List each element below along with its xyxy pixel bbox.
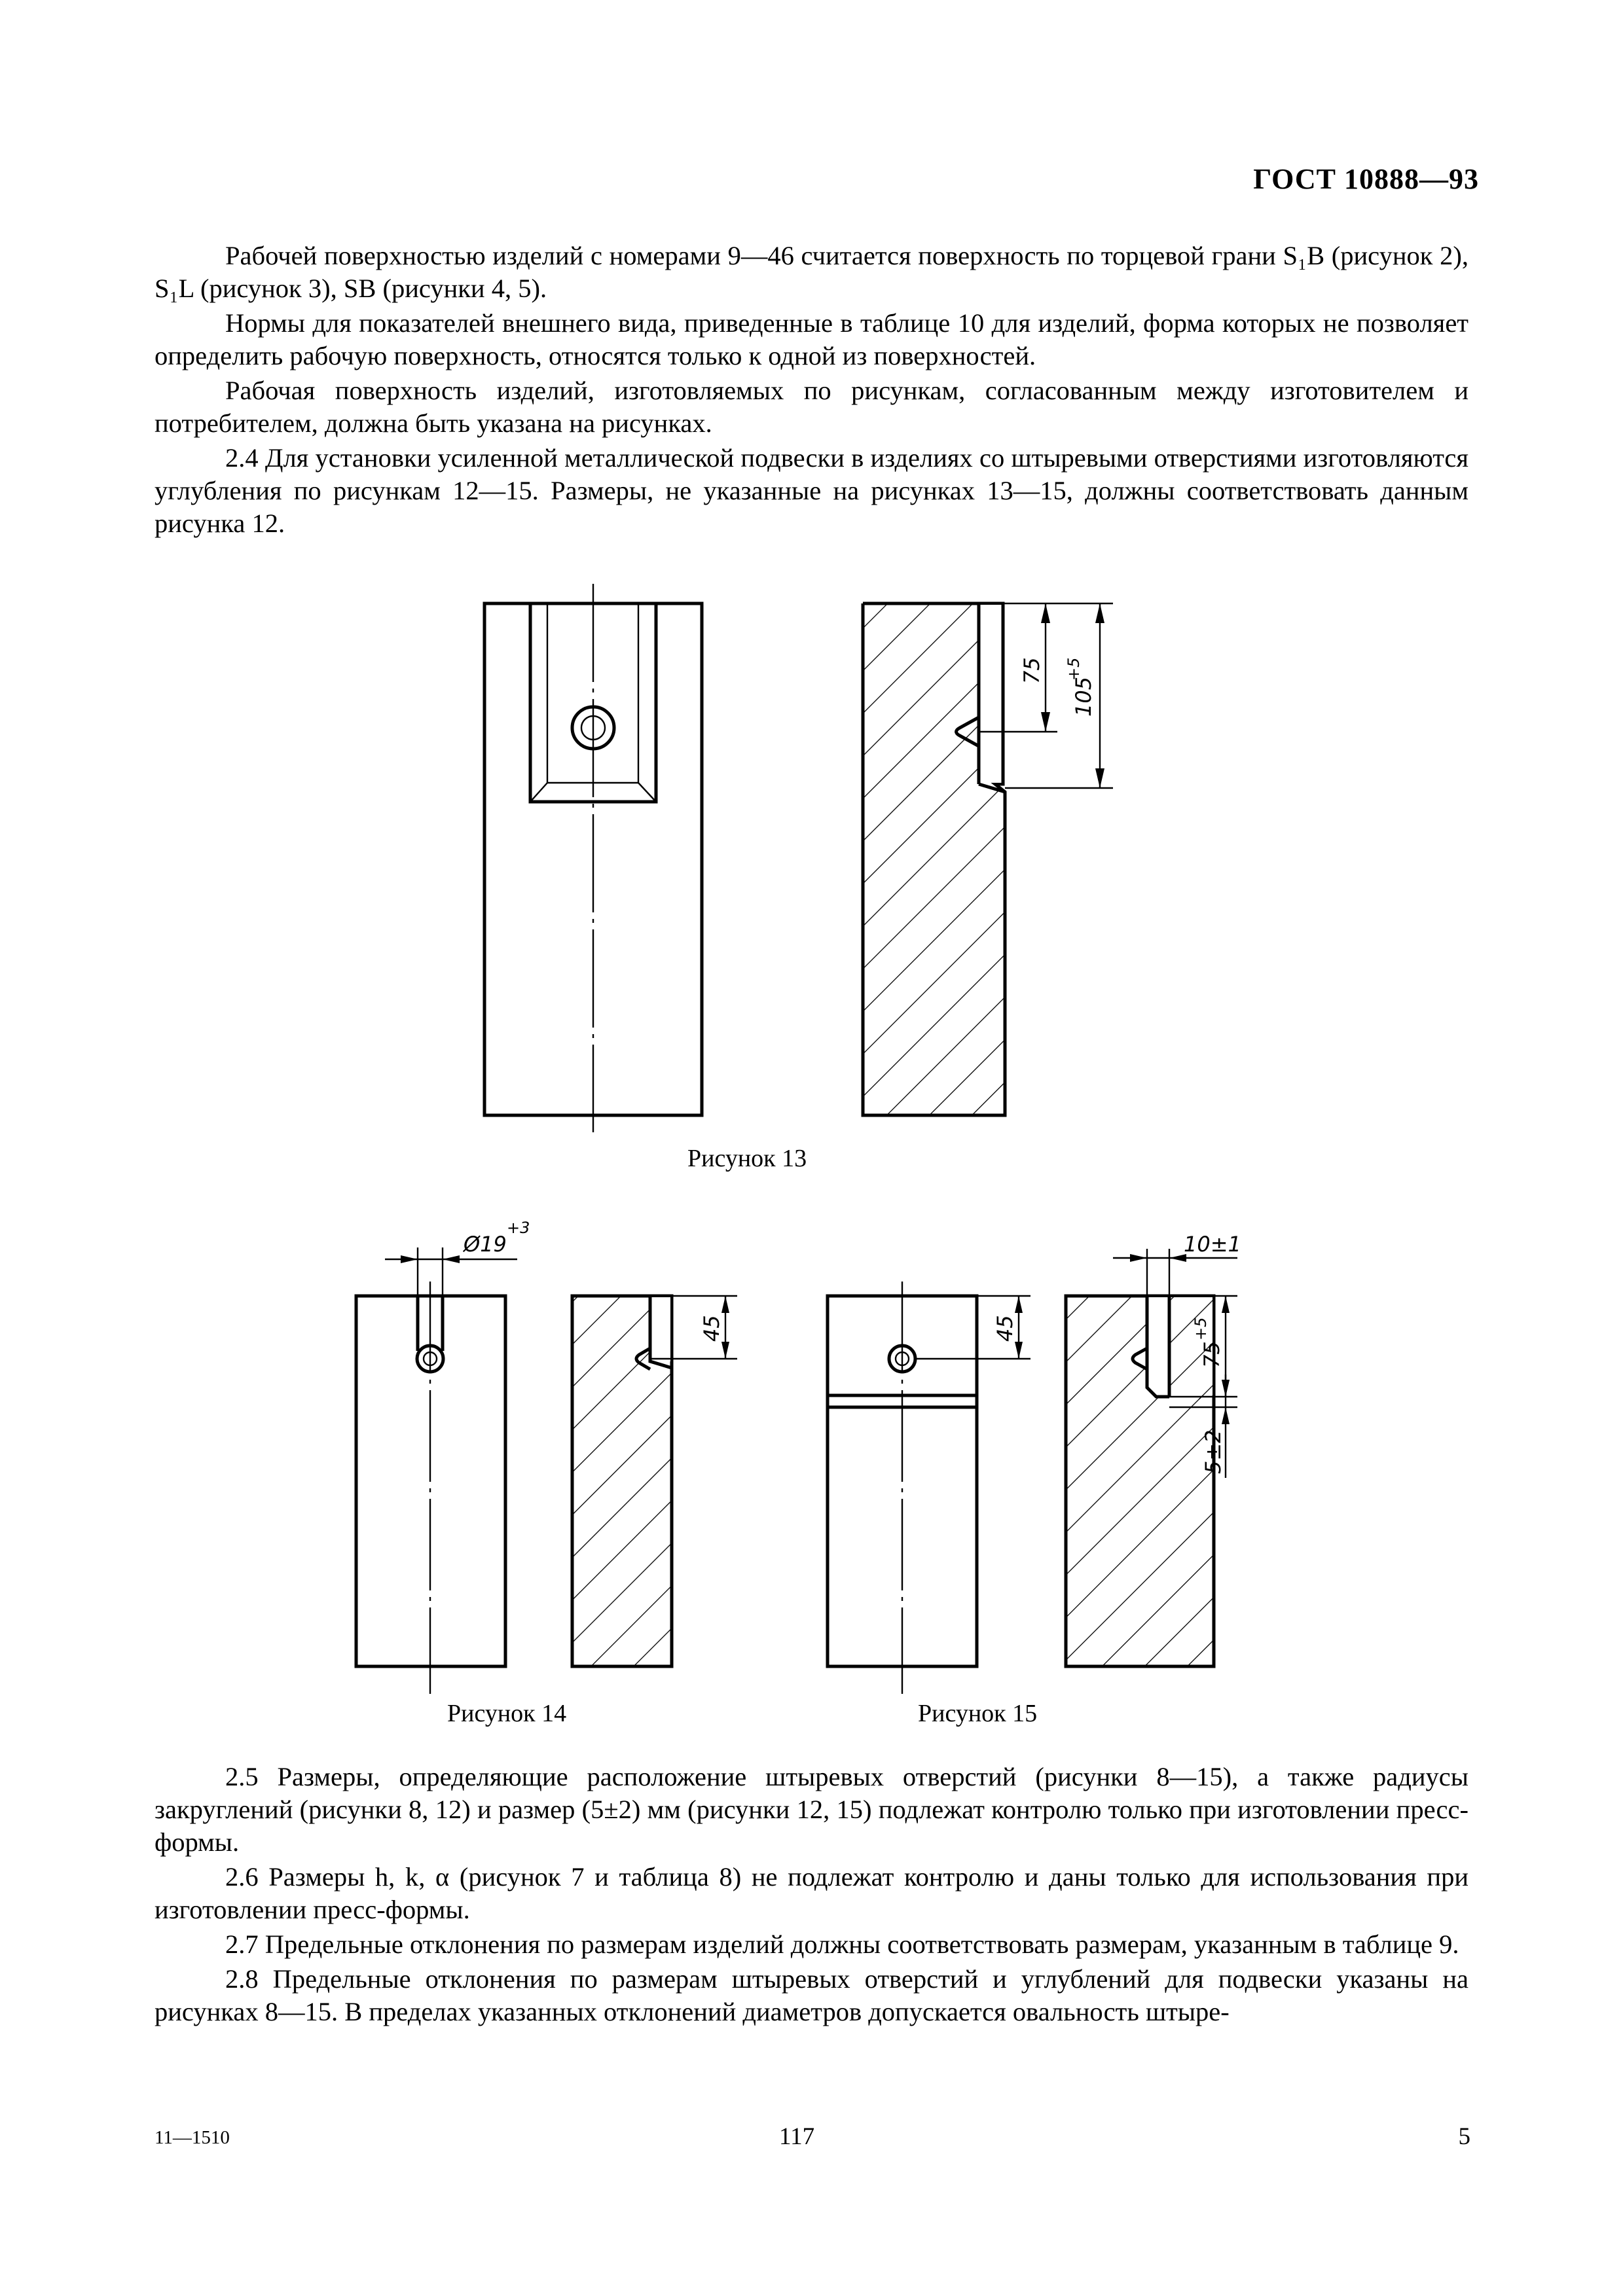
footer-page-center: 117 — [779, 2123, 815, 2150]
footer-code: 11—1510 — [155, 2127, 230, 2148]
bottom-text-block — [155, 1761, 1468, 2030]
figure-15-front-view — [828, 1282, 1030, 1694]
paragraph-2-6: 2.6 Размеры h, k, α (рисунок 7 и таблица 8) не подлежат контролю и даны только для использования при изготовлении пресс-формы. — [155, 1862, 1468, 1924]
fig13-dim-105: 105 — [1071, 676, 1096, 717]
fig14-dim-diameter-tolerance: +3 — [507, 1219, 530, 1237]
fig13-dim-105-tolerance: +5 — [1065, 657, 1083, 681]
fig14-dim-45: 45 — [699, 1315, 724, 1342]
figure-14-caption: Рисунок 14 — [447, 1700, 567, 1727]
figure-15-caption: Рисунок 15 — [918, 1700, 1038, 1727]
fig14-dim-diameter: Ø19 — [464, 1232, 507, 1257]
fig15-dim-5: 5±2 — [1201, 1429, 1226, 1474]
paragraph-2-8: 2.8 Предельные отклонения по размерам штыревых отверстий и углублений для подвески указаны на рисунках 8—15. В пределах указанных отклонений диаметров допускается овальность штыре- — [155, 1964, 1468, 2026]
figure-13-section-view — [863, 603, 1113, 1115]
footer-page-number: 5 — [1458, 2123, 1470, 2150]
fig15-dim-75: 75 — [1199, 1341, 1224, 1368]
fig15-dim-45: 45 — [993, 1315, 1017, 1342]
figure-14-section-view — [572, 1296, 737, 1666]
fig15-dim-75-tolerance: +5 — [1192, 1317, 1210, 1340]
paragraph-working-surface: Рабочей поверхностью изделий с номерами 9—46 считается поверхность по торцевой грани S₁B (рисунок 2), S₁L (рисунок 3), SB (рисунки 4, 5). — [155, 241, 1468, 303]
figure-14-front-view — [356, 1219, 530, 1694]
paragraph-2-7: 2.7 Предельные отклонения по размерам изделий должны соответствовать размерам, указанным в таблице 9. — [225, 1929, 1459, 1959]
paragraph-2-4: 2.4 Для установки усиленной металлической подвески в изделиях со штыревыми отверстиями изготовляются углубления по рисункам 12—15. Размеры, не указанные на рисунках 13—15, должны соответствовать данным рисунка 12. — [155, 443, 1468, 538]
paragraph-drawing-surface: Рабочая поверхность изделий, изготовляемых по рисункам, согласованным между изготовителем и потребителем, должна быть указана на рисунках. — [155, 376, 1468, 438]
figure-15-section-view — [1066, 1232, 1241, 1666]
fig13-dim-75: 75 — [1019, 657, 1044, 684]
figure-13-caption: Рисунок 13 — [687, 1145, 807, 1172]
paragraph-2-5: 2.5 Размеры, определяющие расположение штыревых отверстий (рисунки 8—15), а также радиусы закруглений (рисунки 8, 12) и размер (5±2) мм (рисунки 12, 15) подлежат контролю только при изготовлении пресс-формы. — [155, 1762, 1468, 1857]
fig15-dim-width: 10±1 — [1184, 1232, 1241, 1257]
paragraph-appearance-norms: Нормы для показателей внешнего вида, приведенные в таблице 10 для изделий, форма которых не позволяет определить рабочую поверхность, относятся только к одной из поверхностей. — [155, 308, 1468, 370]
figure-13-front-view — [484, 584, 702, 1132]
standard-header: ГОСТ 10888—93 — [1253, 163, 1479, 195]
